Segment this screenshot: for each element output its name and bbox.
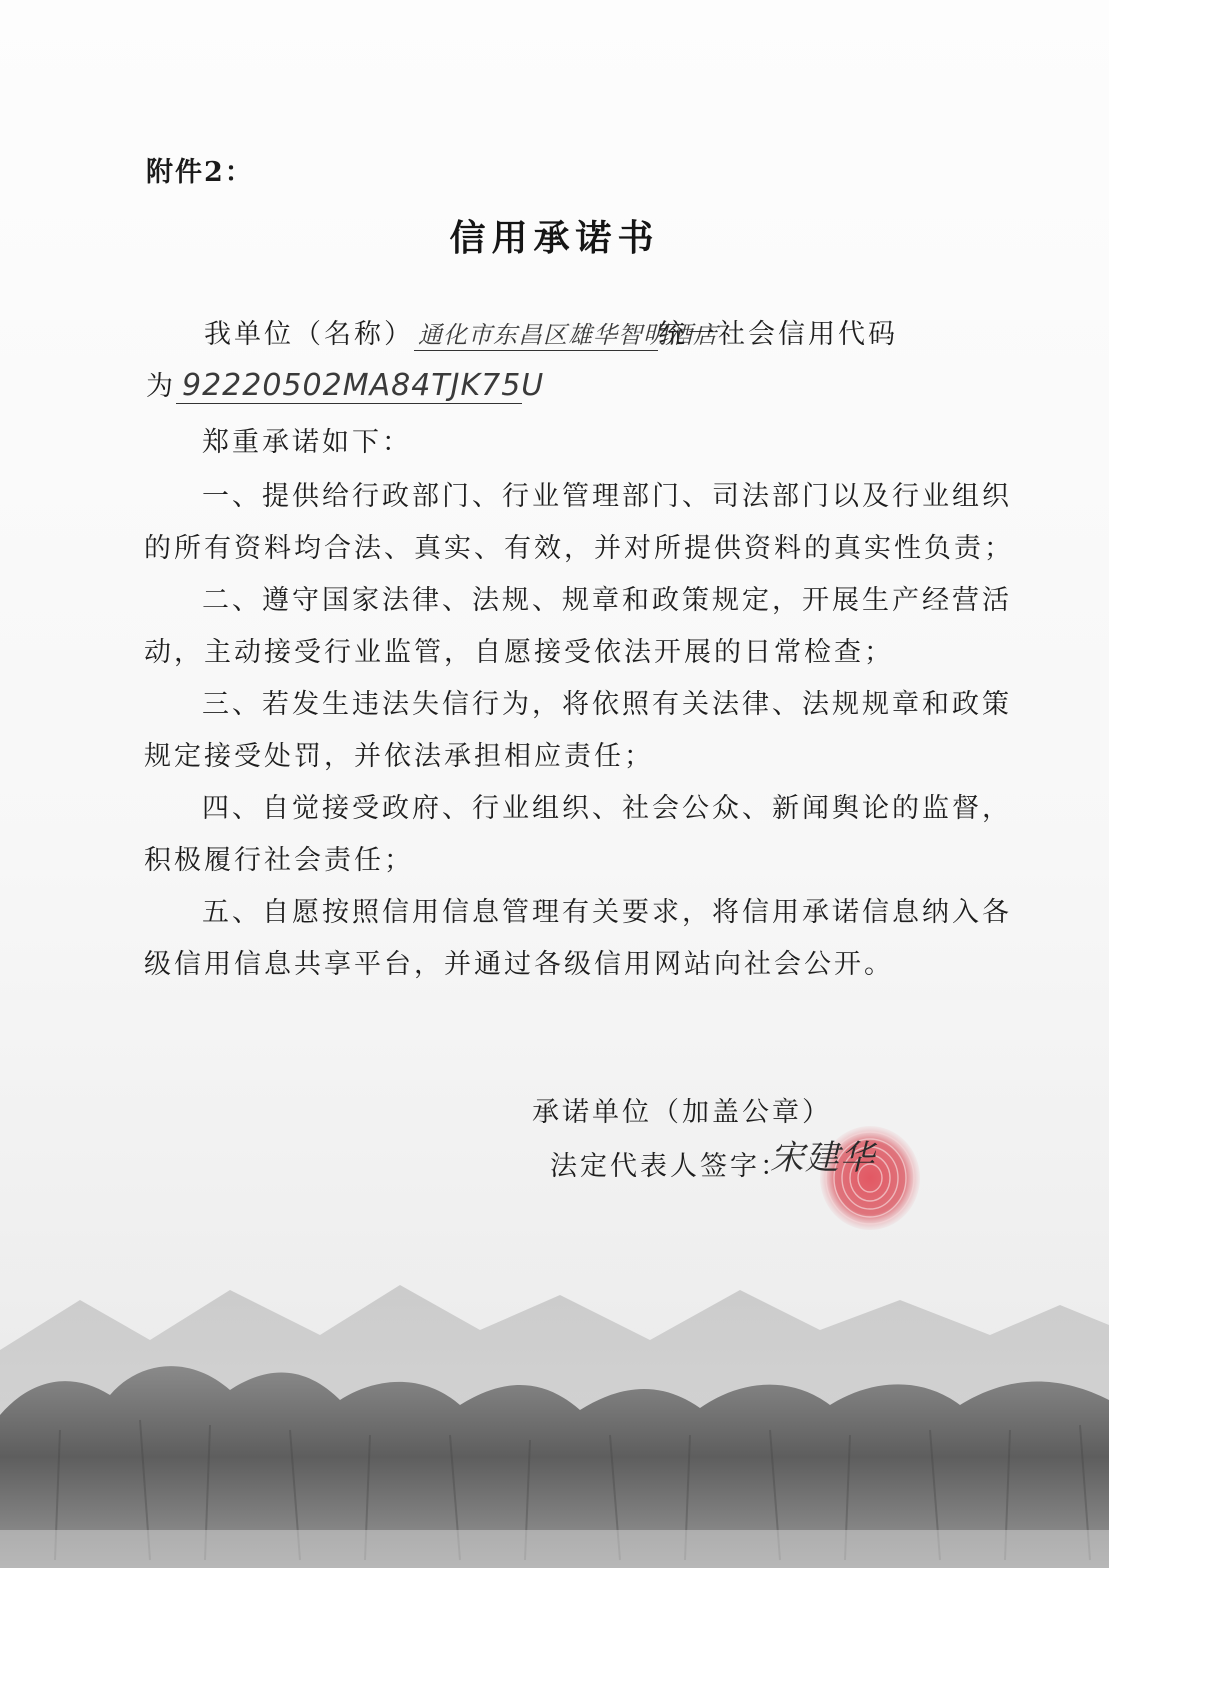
document-title: 信用承诺书 [449, 217, 660, 259]
unit-name-handwritten: 通化市东昌区雄华智明酒店 [414, 315, 658, 351]
paragraph-line: 五、自愿按照信用信息管理有关要求，将信用承诺信息纳入各 [202, 897, 1012, 928]
paragraph-line: 四、自觉接受政府、行业组织、社会公众、新闻舆论的监督， [202, 793, 1012, 824]
paragraph-line: 级信用信息共享平台，并通过各级信用网站向社会公开。 [144, 949, 894, 980]
intro-text: 郑重承诺如下： [202, 427, 412, 458]
attachment-label: 附件2： [146, 157, 254, 188]
paragraph-line: 三、若发生违法失信行为，将依照有关法律、法规规章和政策 [202, 689, 1012, 720]
paragraph-line: 的所有资料均合法、真实、有效，并对所提供资料的真实性负责； [144, 533, 1014, 564]
seal-label: 承诺单位（加盖公章） [532, 1097, 832, 1128]
unit-suffix: 统一社会信用代码 [658, 319, 898, 350]
unit-name-line [204, 312, 898, 351]
code-prefix: 为 [146, 371, 176, 402]
credit-code-handwritten: 92220502MA84TJK75U [176, 368, 522, 404]
paragraph-line: 二、遵守国家法律、法规、规章和政策规定，开展生产经营活 [202, 585, 1012, 616]
credit-code-line [146, 364, 545, 404]
landscape-background [0, 1230, 1109, 1568]
paragraph-line: 一、提供给行政部门、行业管理部门、司法部门以及行业组织 [202, 481, 1012, 512]
paragraph-line: 动，主动接受行业监管，自愿接受依法开展的日常检查； [144, 637, 894, 668]
paragraph-line: 规定接受处罚，并依法承担相应责任； [144, 741, 654, 772]
legal-rep-label: 法定代表人签字： [550, 1151, 790, 1182]
signature-handwritten: 宋建华 [770, 1138, 875, 1178]
paragraph-line: 积极履行社会责任； [144, 845, 414, 876]
unit-prefix: 我单位（名称） [204, 319, 414, 350]
